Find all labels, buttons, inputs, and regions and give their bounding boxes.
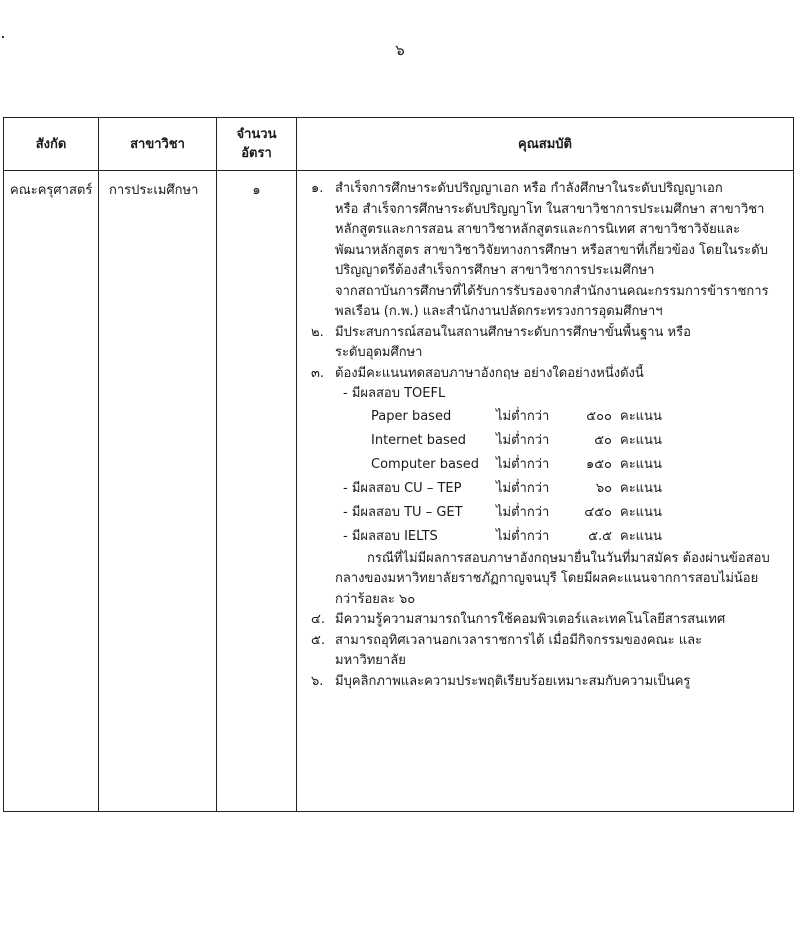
score-unit: คะแนน (620, 528, 662, 544)
qualification-item-1 (311, 179, 787, 323)
item-number: ๓. (311, 365, 325, 381)
score-value: ๔๕๐ (584, 504, 612, 520)
item-text: สามารถอุทิศเวลานอกเวลาราชการได้ เมื่อมีกิจกรรมของคณะ และ (335, 632, 703, 648)
item-text: หลักสูตรและการสอน สาขาวิชาหลักสูตรและการนิเทศ สาขาวิชาวิจัยและ (335, 222, 741, 237)
score-label: Internet based (371, 432, 466, 448)
score-value: ๕.๕ (588, 528, 612, 544)
item-text: ระดับอุดมศึกษา (335, 345, 423, 360)
item-number: ๑. (311, 181, 324, 196)
item-text: ต้องมีคะแนนทดสอบภาษาอังกฤษ อย่างใดอย่างหนึ่งดังนี้ (335, 365, 644, 381)
cell-count: ๑ (217, 171, 297, 812)
table-row (4, 171, 794, 812)
qualification-item-6 (311, 672, 787, 693)
score-value: ๖๐ (595, 480, 612, 496)
score-row (311, 525, 787, 549)
qualification-item-2 (311, 323, 787, 364)
item-text: พลเรือน (ก.พ.) และสำนักงานปลัดกระทรวงการอุดมศึกษาฯ (335, 304, 663, 319)
score-label: - มีผลสอบ IELTS (343, 528, 438, 544)
header-count (217, 118, 297, 171)
qualification-list (297, 171, 793, 692)
score-unit: คะแนน (620, 408, 662, 424)
score-label: Computer based (371, 456, 479, 472)
item-number: ๕. (311, 632, 325, 648)
header-count-line1: จำนวน (236, 127, 277, 142)
toefl-heading: - มีผลสอบ TOEFL (343, 386, 446, 401)
item-text: หรือ สำเร็จการศึกษาระดับปริญญาโท ในสาขาวิชาการประเมศึกษา สาขาวิชา (335, 201, 765, 217)
table-header-row (4, 118, 794, 171)
item-text: สำเร็จการศึกษาระดับปริญญาเอก หรือ กำลังศึกษาในระดับปริญญาเอก (335, 181, 723, 196)
english-note: กรณีที่ไม่มีผลการสอบภาษาอังกฤษมายื่นในวันที่มาสมัคร ต้องผ่านข้อสอบ (367, 550, 770, 566)
item-text: มีบุคลิกภาพและความประพฤติเรียบร้อยเหมาะสมกับความเป็นครู (335, 673, 691, 689)
item-number: ๔. (311, 612, 325, 627)
header-qualification: คุณสมบัติ (297, 118, 794, 171)
score-label: - มีผลสอบ CU – TEP (343, 480, 462, 496)
cell-major: การประเมศึกษา (99, 171, 217, 812)
score-min: ไม่ต่ำกว่า (496, 504, 550, 520)
score-row (311, 429, 787, 453)
english-note: กลางของมหาวิทยาลัยราชภัฏกาญจนบุรี โดยมีผลคะแนนจากการสอบไม่น้อย (335, 571, 759, 586)
score-row (311, 405, 787, 429)
item-text: พัฒนาหลักสูตร สาขาวิชาวิจัยทางการศึกษา หรือสาขาที่เกี่ยวข้อง โดยในระดับ (335, 242, 768, 258)
score-label: - มีผลสอบ TU – GET (343, 504, 463, 520)
score-value: ๑๕๐ (585, 456, 612, 472)
score-min: ไม่ต่ำกว่า (496, 528, 550, 544)
qualification-item-4 (311, 610, 787, 631)
score-min: ไม่ต่ำกว่า (496, 480, 550, 496)
score-row (311, 477, 787, 501)
qualification-table (3, 117, 794, 812)
cell-qualifications (297, 171, 794, 812)
score-row (311, 501, 787, 525)
item-number: ๒. (311, 324, 324, 340)
item-text: จากสถาบันการศึกษาที่ได้รับการรับรองจากสำนักงานคณะกรรมการข้าราชการ (335, 283, 769, 299)
score-unit: คะแนน (620, 480, 662, 496)
score-min: ไม่ต่ำกว่า (496, 432, 550, 448)
score-value: ๕๐ (594, 432, 612, 448)
page-number: ๖ (395, 41, 405, 59)
header-major: สาขาวิชา (99, 118, 217, 171)
item-text: ปริญญาตรีต้องสำเร็จการศึกษา สาขาวิชาการประเมศึกษา (335, 263, 655, 278)
item-text: มีประสบการณ์สอนในสถานศึกษาระดับการศึกษาขั้นพื้นฐาน หรือ (335, 324, 691, 340)
cell-faculty: คณะครุศาสตร์ (4, 171, 99, 812)
item-text: มหาวิทยาลัย (335, 653, 406, 668)
score-row (311, 453, 787, 477)
english-note: กว่าร้อยละ ๖๐ (335, 591, 416, 607)
item-number: ๖. (311, 673, 324, 689)
score-min: ไม่ต่ำกว่า (496, 456, 550, 472)
score-unit: คะแนน (620, 432, 662, 448)
score-label: Paper based (371, 408, 452, 424)
score-unit: คะแนน (620, 456, 662, 472)
score-value: ๕๐๐ (586, 408, 612, 424)
score-unit: คะแนน (620, 504, 662, 520)
score-min: ไม่ต่ำกว่า (496, 408, 550, 424)
qualification-item-5 (311, 631, 787, 672)
item-text: มีความรู้ความสามารถในการใช้คอมพิวเตอร์และเทคโนโลยีสารสนเทศ (335, 612, 726, 627)
header-count-line2: อัตรา (241, 146, 272, 161)
qualification-item-3 (311, 364, 787, 611)
header-faculty: สังกัด (4, 118, 99, 171)
